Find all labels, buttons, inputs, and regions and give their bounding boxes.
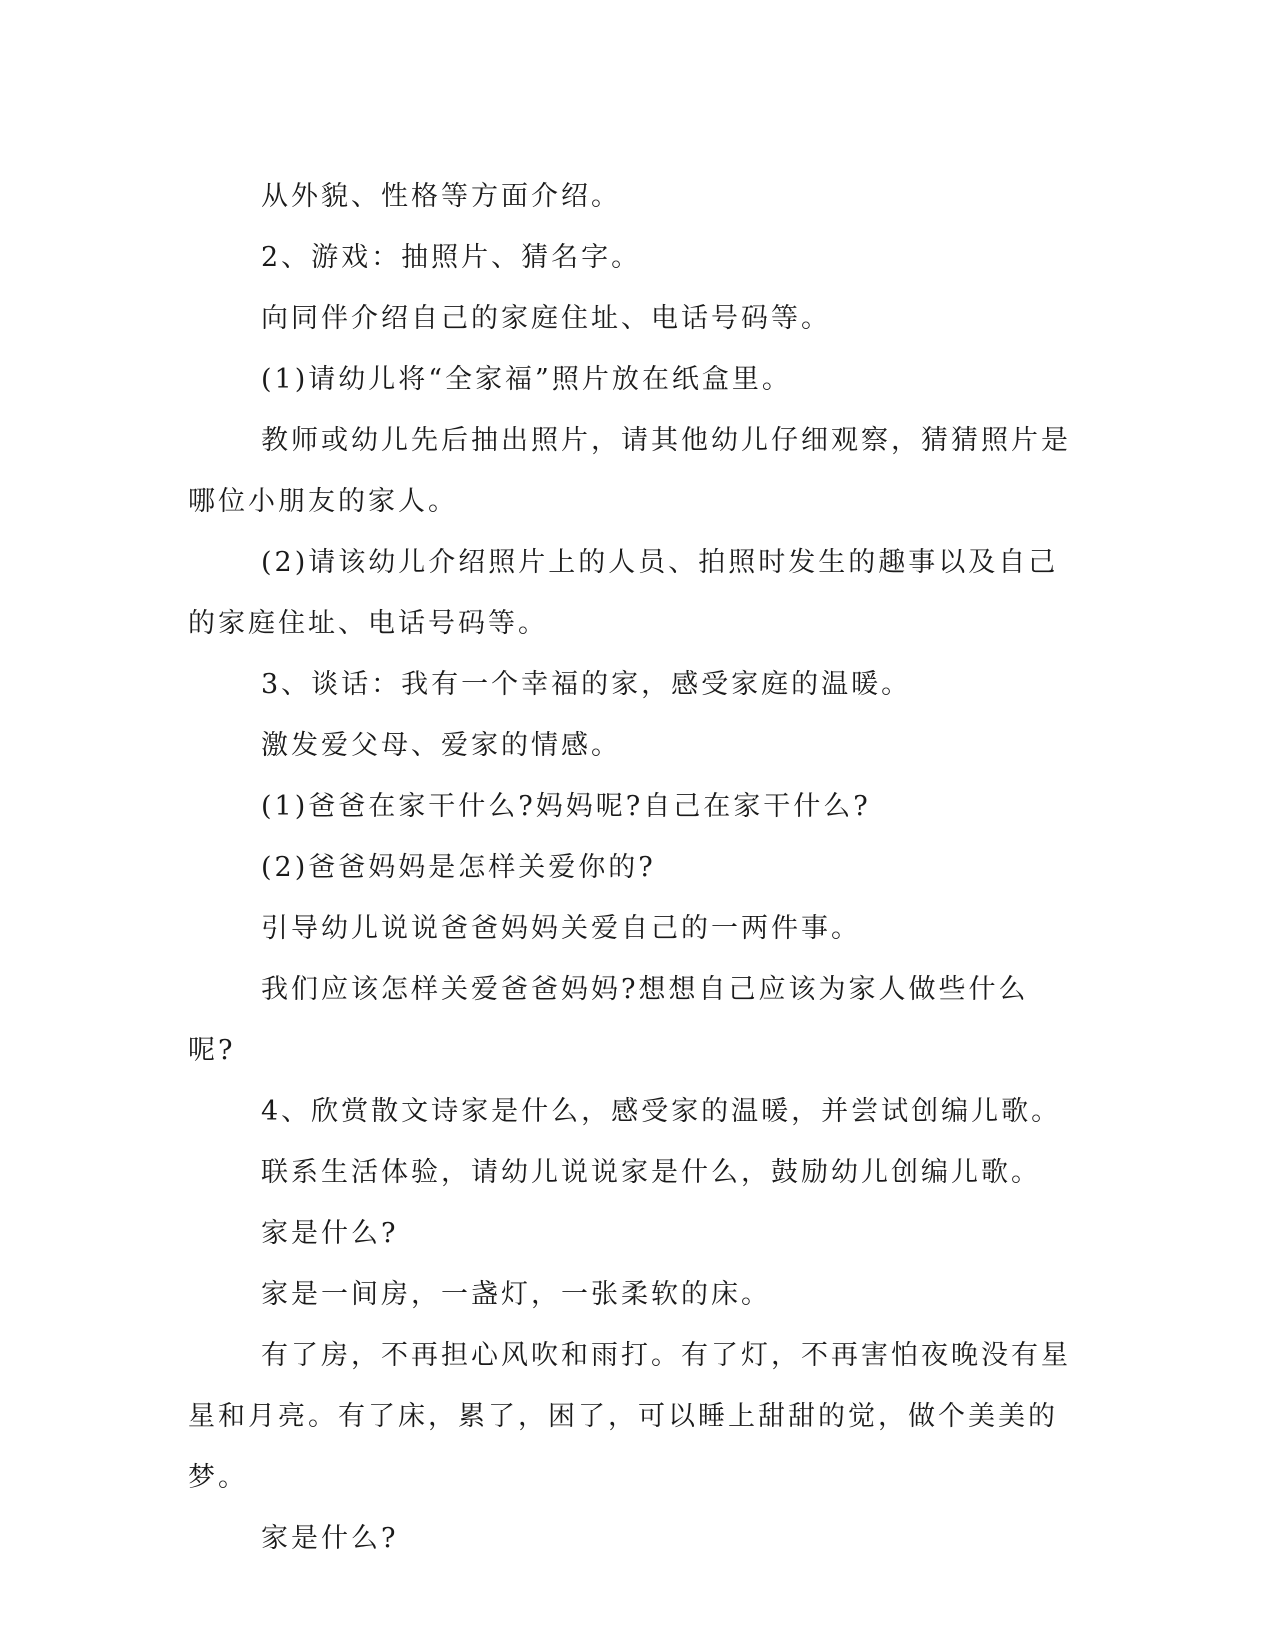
paragraph: 教师或幼儿先后抽出照片，请其他幼儿仔细观察，猜猜照片是哪位小朋友的家人。: [188, 425, 1071, 517]
paragraph: 家是什么?: [261, 1218, 399, 1249]
paragraph: (2)请该幼儿介绍照片上的人员、拍照时发生的趣事以及自己的家庭住址、电话号码等。: [188, 547, 1059, 639]
paragraph: 向同伴介绍自己的家庭住址、电话号码等。: [261, 303, 831, 334]
paragraph: 家是什么?: [261, 1523, 399, 1554]
document-body: [188, 166, 1073, 1569]
paragraph: (2)爸爸妈妈是怎样关爱你的?: [261, 852, 656, 883]
paragraph: 有了房，不再担心风吹和雨打。有了灯，不再害怕夜晚没有星星和月亮。有了床，累了，困了，可以睡上甜甜的觉，做个美美的梦。: [188, 1340, 1071, 1493]
paragraph: (1)爸爸在家干什么?妈妈呢?自己在家干什么?: [261, 791, 871, 822]
paragraph: 联系生活体验，请幼儿说说家是什么，鼓励幼儿创编儿歌。: [261, 1157, 1041, 1188]
paragraph: (1)请幼儿将“全家福”照片放在纸盒里。: [261, 364, 792, 395]
paragraph: 2、游戏：抽照片、猜名字。: [261, 242, 642, 273]
paragraph: 3、谈话：我有一个幸福的家，感受家庭的温暖。: [261, 669, 912, 700]
paragraph: 4、欣赏散文诗家是什么，感受家的温暖，并尝试创编儿歌。: [261, 1096, 1062, 1127]
paragraph: 从外貌、性格等方面介绍。: [261, 181, 621, 212]
paragraph: 我们应该怎样关爱爸爸妈妈?想想自己应该为家人做些什么呢?: [188, 974, 1029, 1066]
paragraph: 激发爱父母、爱家的情感。: [261, 730, 621, 761]
paragraph: 引导幼儿说说爸爸妈妈关爱自己的一两件事。: [261, 913, 861, 944]
paragraph: 家是一间房，一盏灯，一张柔软的床。: [261, 1279, 771, 1310]
